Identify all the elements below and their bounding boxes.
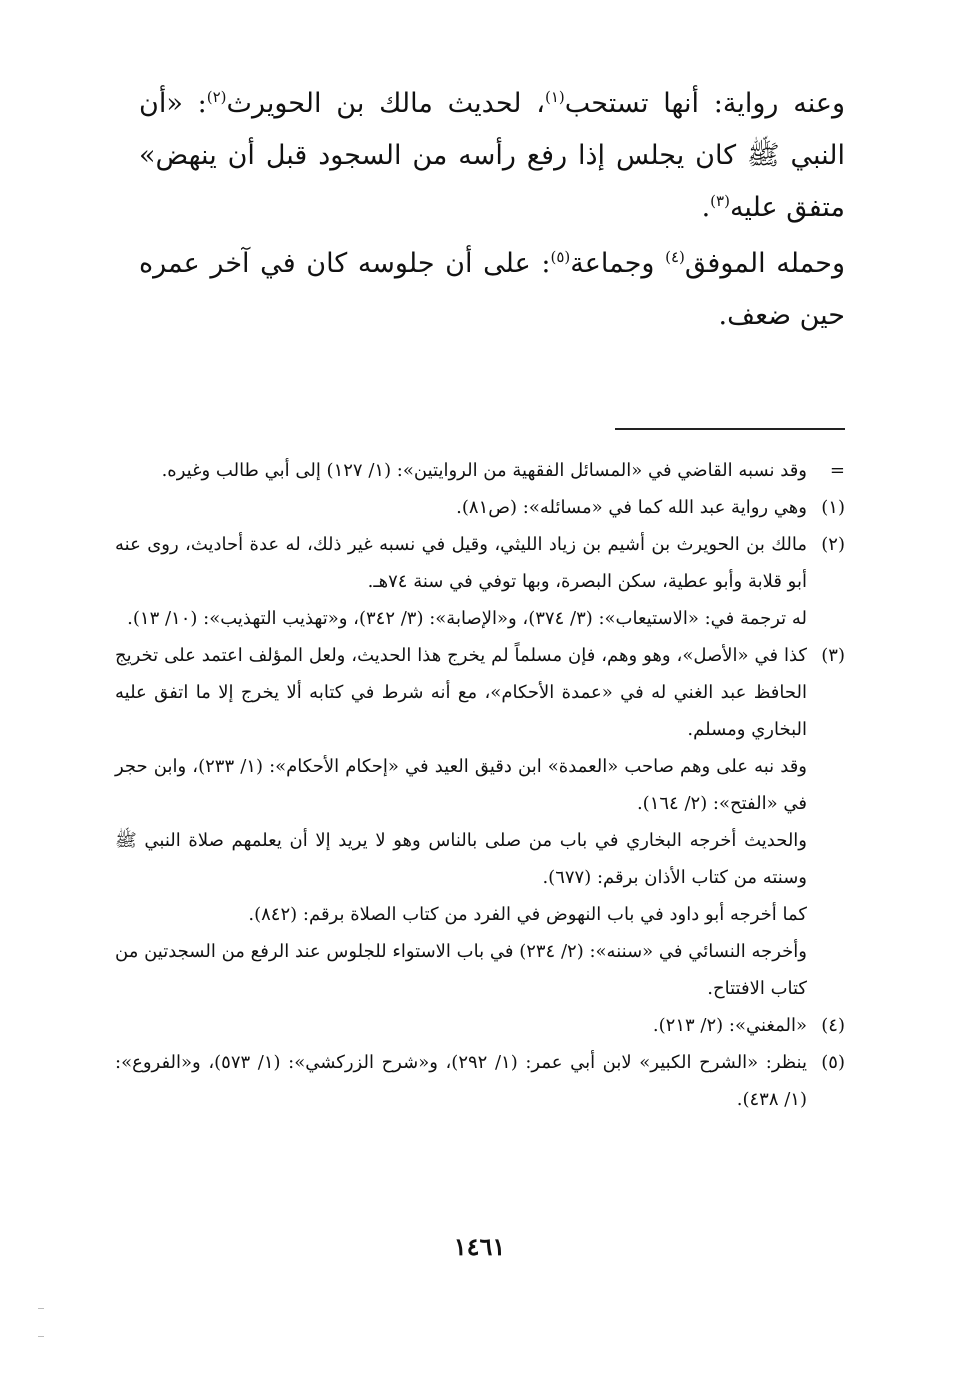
footnote-line: والحديث أخرجه البخاري في باب من صلى بالناس وهو لا يريد إلا أن يعلمهم صلاة النبي ﷺ وسنته من كتاب الأذان برقم: (٦٧٧). (115, 830, 807, 888)
main-text-span: وجماعة (570, 248, 666, 279)
footnote-number: (٢) (821, 534, 845, 555)
main-text-span: وعنه رواية: أنها تستحب (564, 88, 846, 119)
scan-artifact (38, 1308, 44, 1309)
footnote-1 (115, 489, 845, 526)
footnote-line: ينظر: «الشرح الكبير» لابن أبي عمر: (١/ ٢٩٢)، و«شرح الزركشي»: (١/ ٥٧٣)، و«الفروع»: (١/ ٤٣٨). (115, 1052, 807, 1110)
main-text-span: ، لحديث مالك بن الحويرث (226, 88, 545, 119)
main-text-span: وحمله الموفق (684, 248, 846, 279)
footnote-number: (١) (821, 497, 845, 518)
footnote-ref-3: (٣) (710, 192, 730, 210)
footnotes (115, 452, 845, 1118)
footnote-number: (٥) (821, 1052, 845, 1073)
main-paragraph-2 (139, 238, 845, 342)
footnote-line: وأخرجه النسائي في «سننه»: (٢/ ٢٣٤) في باب الاستواء للجلوس عند الرفع من السجدتين من كتاب الافتتاح. (115, 941, 807, 999)
footnote-number: (٣) (821, 645, 845, 666)
main-text-span: : على أن جلوسه كان في آخر عمره حين ضعف. (139, 248, 845, 331)
footnote-separator (615, 428, 845, 430)
footnote-line: كذا في «الأصل»، وهو وهم، فإن مسلماً لم يخرج هذا الحديث، ولعل المؤلف اعتمد على تخريج الحافظ عبد الغني له في «عمدة الأحكام»، مع أنه شرط في كتابه ألا يخرج إلا ما اتفق عليه البخاري ومسلم. (115, 645, 807, 740)
footnote-line: وقد نبه على وهم صاحب «العمدة» ابن دقيق العيد في «إحكام الأحكام»: (١/ ٢٣٣)، وابن حجر في «الفتح»: (٢/ ١٦٤). (115, 756, 807, 814)
scan-artifact (38, 1336, 44, 1337)
footnote-ref-2: (٢) (206, 88, 227, 106)
page-number: ١٤٦١ (453, 1232, 506, 1261)
footnote-ref-4: (٤) (665, 248, 685, 266)
footnote-line: وقد نسبه القاضي في «المسائل الفقهية من الروايتين»: (١/ ١٢٧) إلى أبي طالب وغيره. (161, 460, 807, 481)
footnote-5 (115, 1044, 845, 1118)
main-text (139, 78, 845, 342)
footnote-line: «المغني»: (٢/ ٢١٣). (652, 1015, 807, 1036)
footnote-number: (٤) (821, 1015, 845, 1036)
continuation-marker: = (829, 460, 845, 481)
footnote-3 (115, 637, 845, 1007)
footnote-line: مالك بن الحويرث بن أشيم بن زياد الليثي، وقيل في نسبه غير ذلك، له عدة أحاديث، روى عنه أبو قلابة وأبو عطية، سكن البصرة، وبها توفي في سنة ٧٤هـ. (115, 534, 807, 592)
main-text-span: . (701, 192, 711, 223)
footnote-line: وهي رواية عبد الله كما في «مسائله»: (ص٨١). (456, 497, 807, 518)
main-text-span: : «أن النبي ﷺ كان يجلس إذا رفع رأسه من السجود قبل أن ينهض» متفق عليه (139, 88, 845, 223)
footnote-line: كما أخرجه أبو داود في باب النهوض في الفرد من كتاب الصلاة برقم: (٨٤٢). (248, 904, 807, 925)
main-paragraph-1 (139, 78, 845, 234)
footnote-ref-5: (٥) (550, 248, 571, 266)
footnote-ref-1: (١) (545, 88, 565, 106)
footnote-continuation (115, 452, 845, 489)
footnote-line: له ترجمة في: «الاستيعاب»: (٣/ ٣٧٤)، و«الإصابة»: (٣/ ٣٤٢)، و«تهذيب التهذيب»: (١٠/ ١٣). (127, 608, 807, 629)
footnote-4 (115, 1007, 845, 1044)
footnote-2 (115, 526, 845, 637)
